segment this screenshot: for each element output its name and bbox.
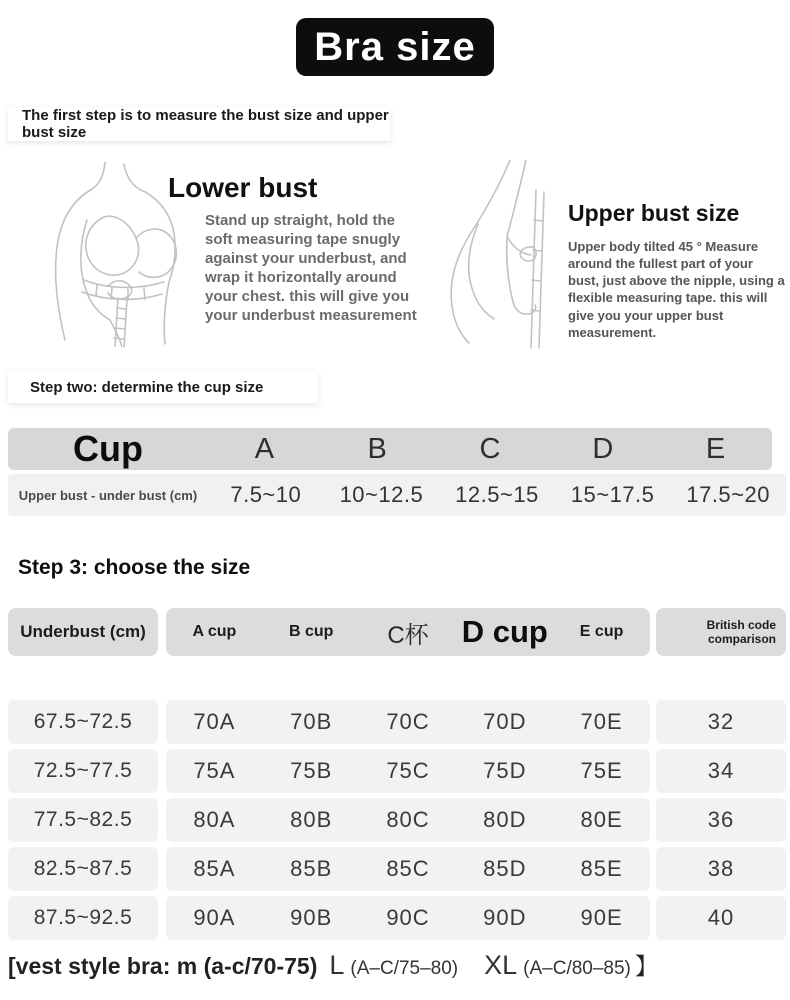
size-cell: 75C xyxy=(386,758,430,783)
size-header-e-cup: E cup xyxy=(579,623,624,640)
size-cell: 75B xyxy=(290,758,333,783)
size-cell: 85B xyxy=(290,856,333,881)
cup-table-row xyxy=(8,474,786,516)
cup-header-a: A xyxy=(254,432,275,465)
step-1-text: The first step is to measure the bust size and upper bust size xyxy=(22,107,389,141)
size-cell: 90D xyxy=(483,905,527,930)
size-row-underbust xyxy=(8,847,158,891)
vest-style-note xyxy=(8,948,788,992)
size-cell: 80B xyxy=(290,807,333,832)
british-code-value: 40 xyxy=(707,905,735,930)
vest-note-xl-range: (A–C/80–85) xyxy=(523,958,631,979)
size-header-a-cup: A cup xyxy=(192,623,237,640)
underbust-value: 77.5~82.5 xyxy=(33,808,133,831)
size-row-sizes xyxy=(166,847,650,891)
underbust-value: 67.5~72.5 xyxy=(33,710,133,733)
cup-header-title: Cup xyxy=(73,428,143,469)
size-cell: 75A xyxy=(193,758,236,783)
cup-value-a: 7.5~10 xyxy=(230,482,302,507)
cup-header-d: D xyxy=(592,432,614,465)
size-header-b-cup: B cup xyxy=(288,623,334,640)
size-row-underbust xyxy=(8,798,158,842)
size-cell: 80D xyxy=(483,807,527,832)
cup-header-b: B xyxy=(367,432,387,465)
vest-note-close-bracket: 】 xyxy=(634,953,658,979)
size-row-british xyxy=(656,896,786,940)
size-row-underbust xyxy=(8,700,158,744)
size-cell: 70E xyxy=(580,709,623,734)
size-cell: 80C xyxy=(386,807,430,832)
vest-note-bold: [vest style bra: m (a-c/70-75) xyxy=(8,953,318,979)
size-cell: 70C xyxy=(386,709,430,734)
underbust-value: 87.5~92.5 xyxy=(33,906,133,929)
size-header-c-cup: C杯 xyxy=(387,621,429,649)
size-cell: 85C xyxy=(386,856,430,881)
size-cell: 85A xyxy=(193,856,236,881)
lower-bust-description: Stand up straight, hold the soft measuring tape snugly against your underbust, and wrap it horizontally around your chest. this will give you your underbust measurement xyxy=(205,212,417,325)
lower-bust-heading: Lower bust xyxy=(168,172,318,203)
size-header-cups xyxy=(166,608,650,656)
size-row-sizes xyxy=(166,749,650,793)
page-title: Bra size xyxy=(296,18,494,76)
cup-header-e: E xyxy=(705,432,726,465)
vest-note-l-label: L xyxy=(329,950,345,980)
size-row-sizes xyxy=(166,700,650,744)
size-cell: 90E xyxy=(580,905,623,930)
size-cell: 85D xyxy=(483,856,527,881)
cup-value-d: 15~17.5 xyxy=(570,482,655,507)
cup-table-header xyxy=(8,428,772,470)
upper-bust-description: Upper body tilted 45 ° Measure around the fullest part of your bust, just above the nipple, using a flexible measuring tape. this will give you your upper bust measurement. xyxy=(568,239,785,340)
cup-value-c: 12.5~15 xyxy=(455,482,539,507)
underbust-value: 72.5~77.5 xyxy=(33,759,133,782)
size-header-d-cup: D cup xyxy=(461,614,548,649)
size-cell: 70B xyxy=(290,709,333,734)
size-cell: 70A xyxy=(193,709,236,734)
underbust-value: 82.5~87.5 xyxy=(33,857,133,880)
size-row-underbust xyxy=(8,896,158,940)
vest-note-l-range: (A–C/75–80) xyxy=(350,958,459,979)
size-row-british xyxy=(656,749,786,793)
cup-row-label: Upper bust - under bust (cm) xyxy=(18,487,198,503)
cup-value-e: 17.5~20 xyxy=(686,482,770,507)
size-row-british xyxy=(656,847,786,891)
upper-bust-heading: Upper bust size xyxy=(568,200,740,226)
upper-bust-figure xyxy=(412,160,562,355)
size-cell: 80A xyxy=(193,807,236,832)
size-row-british xyxy=(656,700,786,744)
british-code-value: 36 xyxy=(707,807,735,832)
step-2-banner xyxy=(8,371,318,403)
size-cell: 80E xyxy=(580,807,623,832)
step-3-heading: Step 3: choose the size xyxy=(18,556,251,579)
size-header-british xyxy=(656,608,786,656)
side-torso-sketch-icon xyxy=(412,160,562,350)
british-code-value: 38 xyxy=(707,856,735,881)
size-row-sizes xyxy=(166,896,650,940)
size-row-sizes xyxy=(166,798,650,842)
size-cell: 90A xyxy=(193,905,236,930)
size-cell: 75E xyxy=(580,758,623,783)
size-cell: 85E xyxy=(580,856,623,881)
step-2-text: Step two: determine the cup size xyxy=(30,378,264,396)
vest-note-xl-label: XL xyxy=(484,950,518,980)
size-row-underbust xyxy=(8,749,158,793)
british-code-value: 32 xyxy=(707,709,735,734)
size-header-underbust xyxy=(8,608,158,656)
size-header-british-label: British code comparison xyxy=(706,617,776,646)
british-code-value: 34 xyxy=(707,758,735,783)
size-row-british xyxy=(656,798,786,842)
size-cell: 75D xyxy=(483,758,527,783)
size-header-underbust-label: Underbust (cm) xyxy=(20,622,146,641)
cup-header-c: C xyxy=(479,432,501,465)
cup-value-b: 10~12.5 xyxy=(339,482,424,507)
step-1-banner xyxy=(8,107,390,141)
size-cell: 70D xyxy=(483,709,527,734)
size-cell: 90C xyxy=(386,905,430,930)
size-cell: 90B xyxy=(290,905,333,930)
